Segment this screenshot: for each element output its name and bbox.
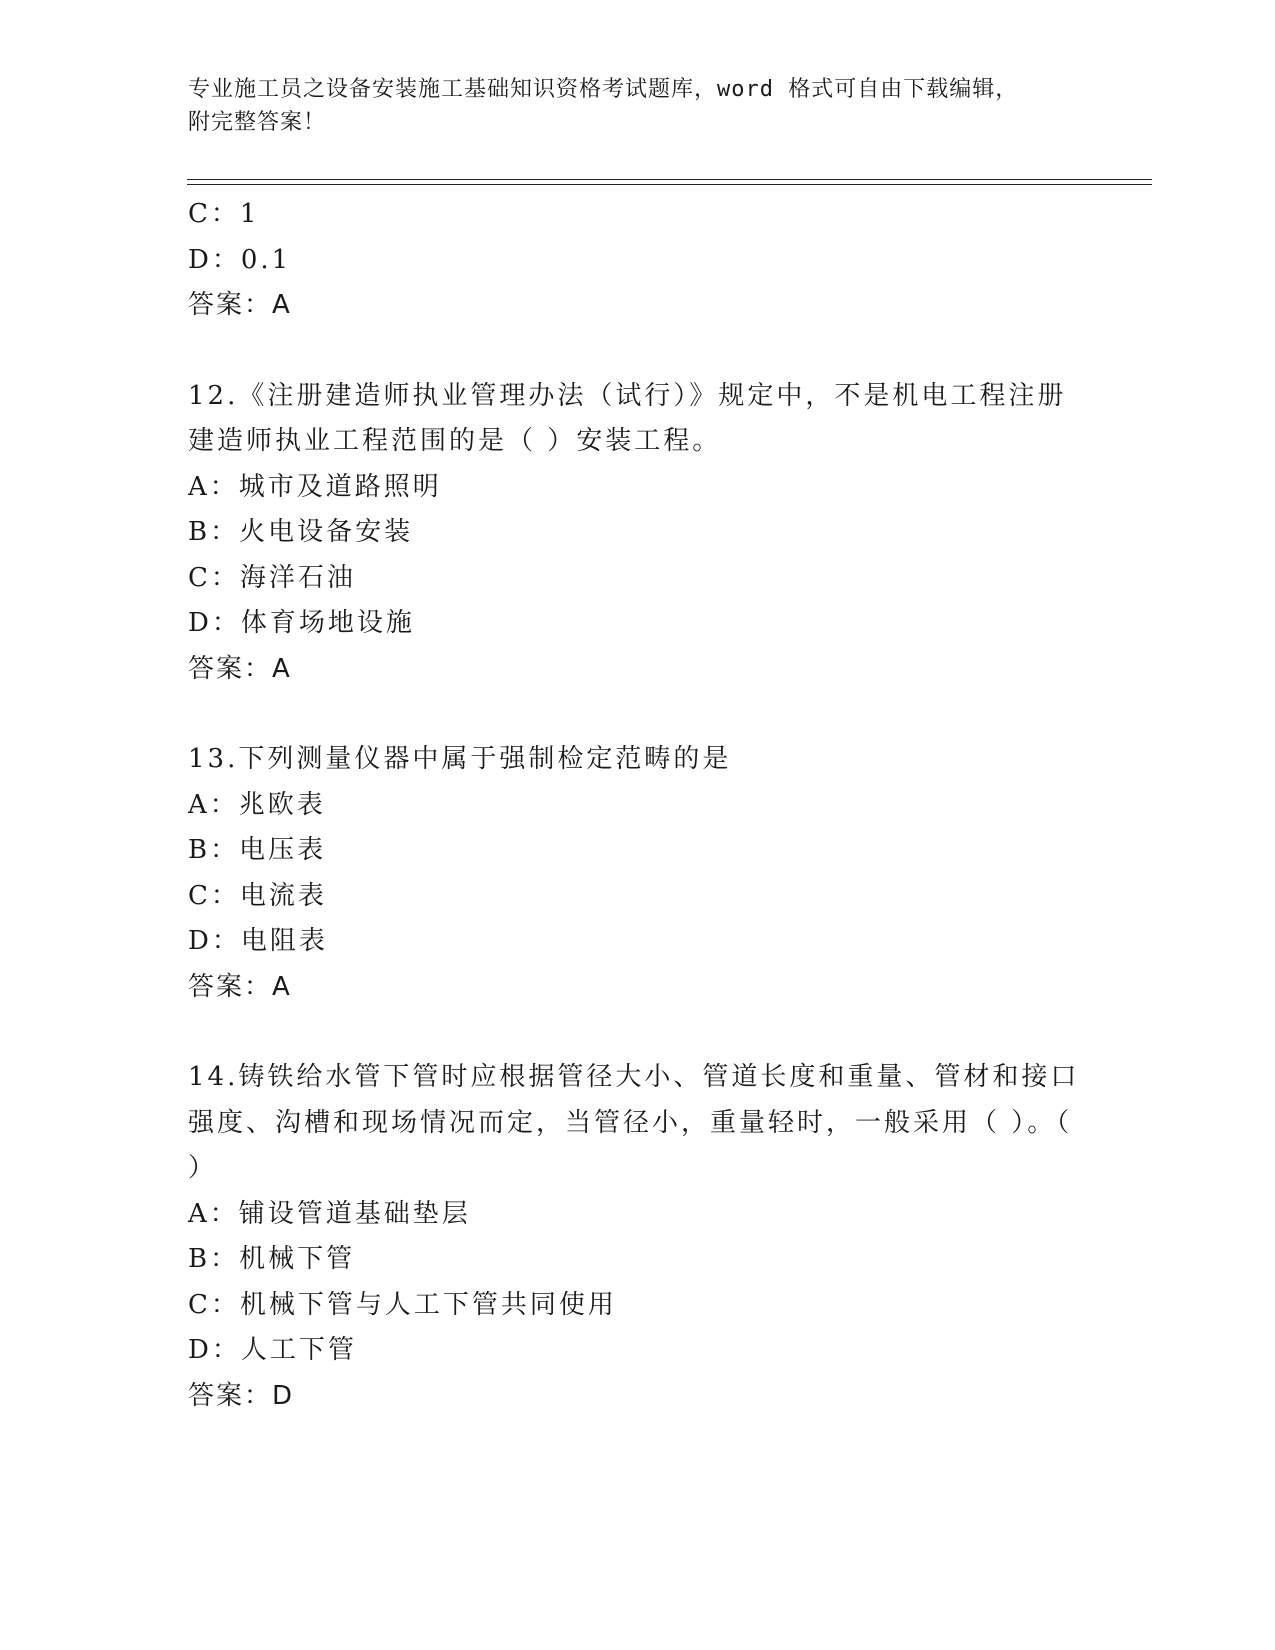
question-12 bbox=[188, 374, 1088, 693]
answer-line: 答案：D bbox=[188, 1380, 295, 1411]
option-a: A：兆欧表 bbox=[188, 789, 326, 820]
header-line-2: 附完整答案！ bbox=[188, 110, 327, 135]
answer-line: 答案：A bbox=[188, 290, 292, 320]
question-13 bbox=[188, 737, 1088, 1010]
header-divider-bottom bbox=[187, 184, 1152, 185]
question-text-line: 12.《注册建造师执业管理办法（试行）》规定中，不是机电工程注册 bbox=[188, 380, 1067, 411]
document-body bbox=[188, 192, 1088, 1419]
option-c: C：电流表 bbox=[188, 880, 327, 911]
header-divider-top bbox=[187, 179, 1152, 180]
option-d: D：人工下管 bbox=[188, 1335, 357, 1365]
answer-line: 答案：A bbox=[188, 971, 292, 1002]
option-b: B：机械下管 bbox=[188, 1244, 356, 1274]
option-b: B：火电设备安装 bbox=[188, 517, 414, 547]
option-d: D：体育场地设施 bbox=[188, 608, 415, 638]
question-text-line: 13.下列测量仪器中属于强制检定范畴的是 bbox=[188, 744, 732, 774]
spacer bbox=[188, 1010, 1088, 1055]
question-text-line: ） bbox=[188, 1153, 218, 1183]
header-line-1: 专业施工员之设备安装施工基础知识资格考试题库，word 格式可自由下载编辑， bbox=[188, 77, 1019, 102]
option-c: C：海洋石油 bbox=[188, 562, 356, 593]
question-text-line: 强度、沟槽和现场情况而定，当管径小，重量轻时，一般采用（ ）。（ bbox=[188, 1107, 1073, 1138]
question-14 bbox=[188, 1055, 1088, 1419]
document-header bbox=[188, 73, 1088, 139]
option-b: B：电压表 bbox=[188, 835, 327, 865]
option-a: A：城市及道路照明 bbox=[188, 471, 442, 502]
question-text-line: 建造师执业工程范围的是（ ）安装工程。 bbox=[188, 426, 722, 456]
option-d: D：0.1 bbox=[188, 244, 292, 275]
question-text-line: 14.铸铁给水管下管时应根据管径大小、管道长度和重量、管材和接口 bbox=[188, 1062, 1080, 1092]
question-11-tail bbox=[188, 192, 1088, 329]
spacer bbox=[188, 329, 1088, 374]
answer-line: 答案：A bbox=[188, 653, 292, 684]
spacer bbox=[188, 692, 1088, 737]
option-d: D：电阻表 bbox=[188, 926, 328, 956]
option-c: C：1 bbox=[188, 199, 260, 229]
option-c: C：机械下管与人工下管共同使用 bbox=[188, 1289, 617, 1320]
option-a: A：铺设管道基础垫层 bbox=[188, 1198, 471, 1229]
